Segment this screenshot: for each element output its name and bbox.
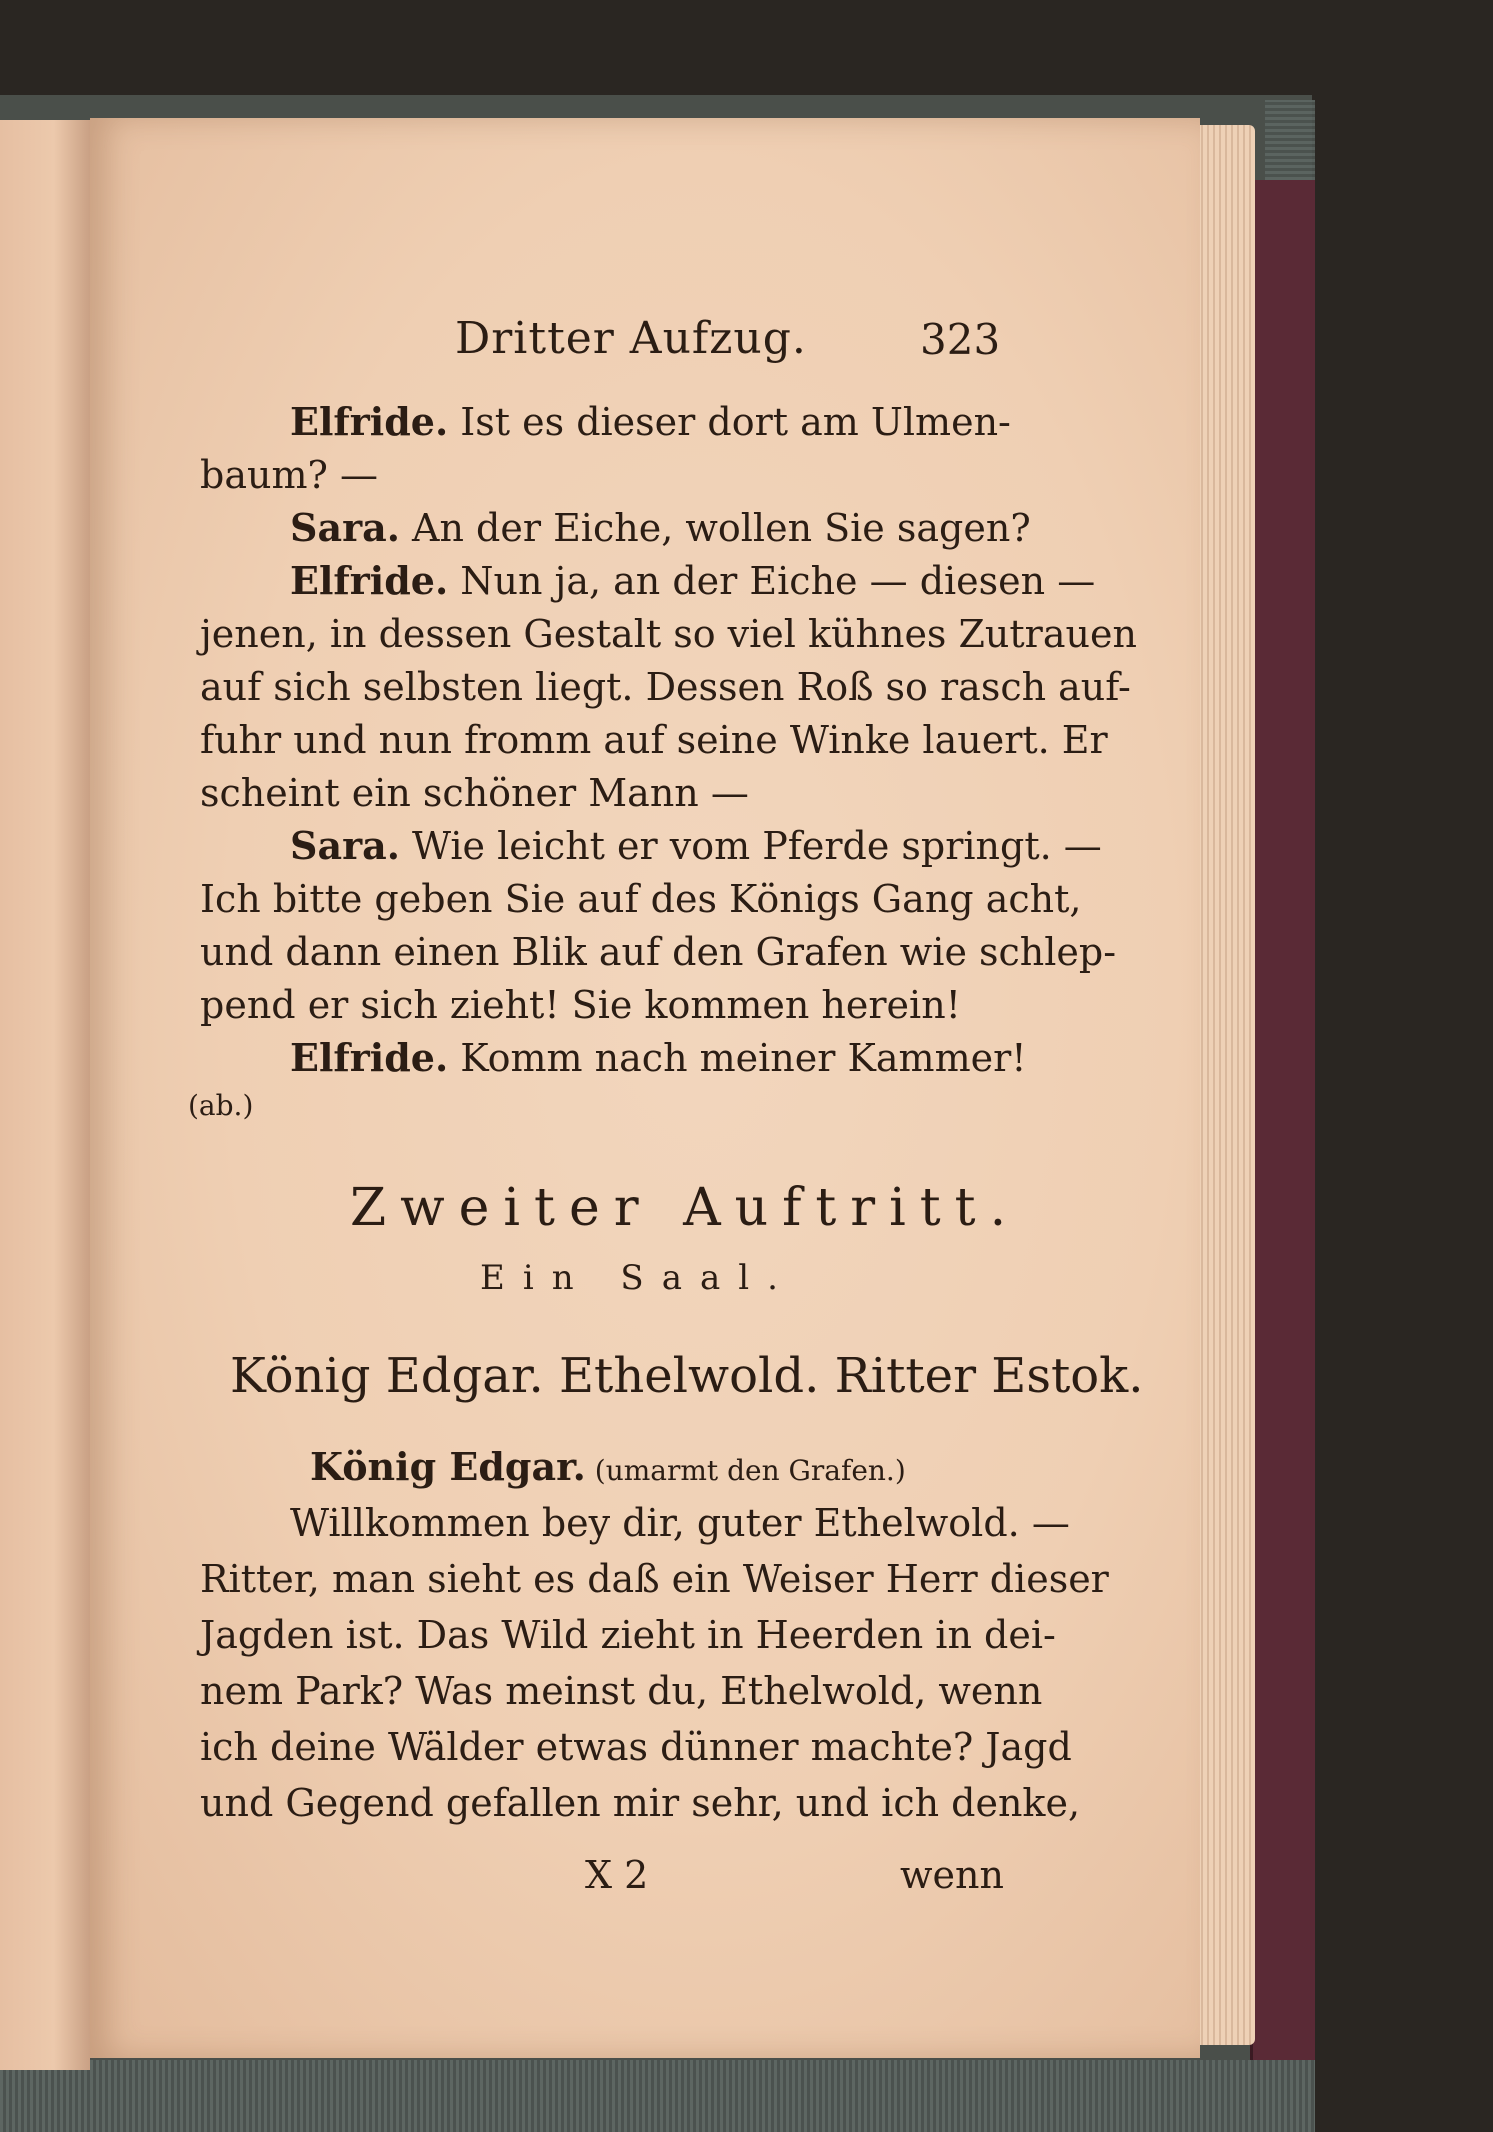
text-line [200, 877, 1082, 921]
text-line [290, 823, 1102, 868]
text-line [200, 665, 1131, 709]
line-text: und dann einen Blik auf den Grafen wie schlep- [200, 930, 1117, 974]
text-line [290, 558, 1096, 603]
speaker-name: Sara. [290, 823, 400, 868]
speaker-name: Sara. [290, 505, 400, 550]
speaker-name: König Edgar. [310, 1444, 586, 1489]
text-line [200, 771, 749, 815]
text-line [290, 1501, 1070, 1545]
line-text: Komm nach meiner Kammer! [448, 1036, 1027, 1080]
text-line [200, 718, 1108, 762]
text-line [188, 1089, 254, 1122]
book-page [90, 118, 1200, 2058]
line-text: Willkommen bey dir, guter Ethelwold. — [290, 1501, 1070, 1545]
line-text: jenen, in dessen Gestalt so viel kühnes Zutrauen [200, 612, 1137, 656]
signature-mark: X 2 [585, 1853, 649, 1897]
text-line [310, 1444, 906, 1489]
text-line [200, 930, 1117, 974]
text-line [290, 1035, 1027, 1080]
speaker-name: Elfride. [290, 1035, 449, 1080]
line-text: Ist es dieser dort am Ulmen- [448, 400, 1011, 444]
speaker-name: Elfride. [290, 399, 449, 444]
text-line [290, 505, 1031, 550]
scene-setting: Ein Saal. [480, 1258, 796, 1298]
line-text: auf sich selbsten liegt. Dessen Roß so rasch auf- [200, 665, 1131, 709]
line-text: (umarmt den Grafen.) [585, 1454, 906, 1487]
line-text: Ich bitte geben Sie auf des Königs Gang acht, [200, 877, 1082, 921]
text-line [200, 983, 961, 1027]
line-text: Ritter, man sieht es daß ein Weiser Herr dieser [200, 1557, 1109, 1601]
line-text: pend er sich zieht! Sie kommen herein! [200, 983, 961, 1027]
text-line [200, 453, 378, 497]
line-text: Jagden ist. Das Wild zieht in Heerden in dei- [200, 1613, 1056, 1657]
line-text: baum? — [200, 453, 378, 497]
speaker-name: Elfride. [290, 558, 449, 603]
left-page-edge [0, 120, 90, 2070]
text-line [200, 1669, 1043, 1713]
line-text: Nun ja, an der Eiche — diesen — [448, 559, 1096, 603]
scene-title: Zweiter Auftritt. [350, 1178, 1021, 1238]
running-header: Dritter Aufzug. [455, 313, 807, 364]
line-text: (ab.) [188, 1089, 254, 1122]
text-line [200, 1725, 1072, 1769]
line-text: nem Park? Was meinst du, Ethelwold, wenn [200, 1669, 1043, 1713]
scene-characters: König Edgar. Ethelwold. Ritter Estok. [230, 1348, 1144, 1404]
line-text: fuhr und nun fromm auf seine Winke lauert. Er [200, 718, 1108, 762]
text-line [200, 1557, 1109, 1601]
cover-leather-edge [1250, 180, 1315, 2080]
line-text: scheint ein schöner Mann — [200, 771, 749, 815]
line-text: und Gegend gefallen mir sehr, und ich denke, [200, 1781, 1081, 1825]
text-line [200, 1613, 1056, 1657]
line-text: An der Eiche, wollen Sie sagen? [399, 506, 1031, 550]
text-line [200, 1781, 1081, 1825]
text-line [290, 399, 1011, 444]
page-number: 323 [920, 315, 1001, 364]
text-line [200, 612, 1137, 656]
cover-bottom-edge [0, 2060, 1315, 2132]
line-text: ich deine Wälder etwas dünner machte? Jagd [200, 1725, 1072, 1769]
catchword: wenn [900, 1853, 1004, 1897]
line-text: Wie leicht er vom Pferde springt. — [399, 824, 1102, 868]
